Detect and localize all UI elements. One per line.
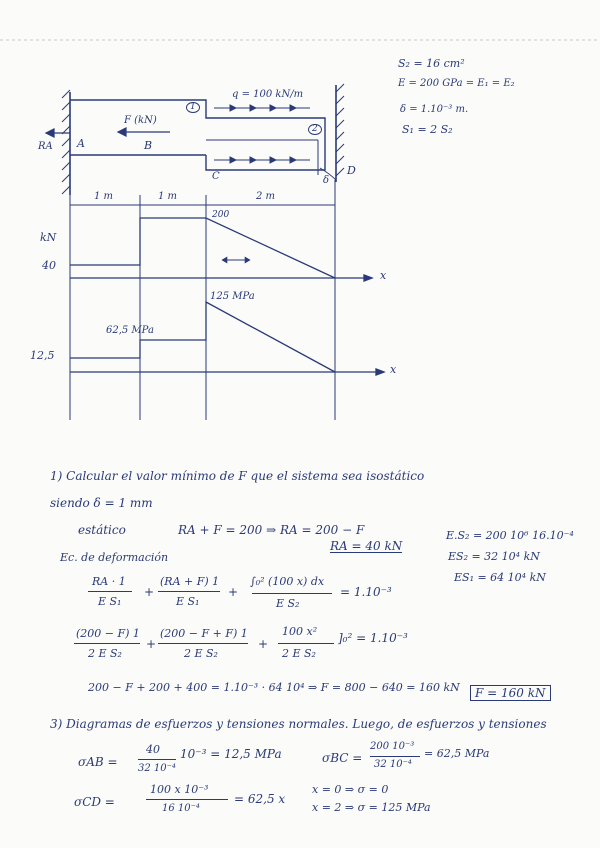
eq1-plus-2: + <box>228 585 239 599</box>
eq1-term1-num: RA · 1 <box>92 575 126 588</box>
eq2-plus-2: + <box>258 637 269 651</box>
f-result: F = 160 kN <box>470 685 551 701</box>
bar-1-tag: 1 <box>186 102 200 113</box>
stress-axis-label: x <box>390 363 397 376</box>
data-s2: S₂ = 16 cm² <box>398 57 465 70</box>
load-label: q = 100 kN/m <box>232 89 304 100</box>
bar-2-tag: 2 <box>308 124 322 135</box>
deformation-label: Ec. de deformación <box>60 551 169 564</box>
eq2-term2-bar <box>158 643 248 644</box>
eq2-term1-bar <box>74 643 140 644</box>
point-a-label: A <box>77 137 85 150</box>
es2-calc: E.S₂ = 200 10⁶ 16.10⁻⁴ <box>446 529 574 542</box>
sigma-cd-bar <box>146 799 228 800</box>
sigma-bc-lhs: σBC = <box>322 751 363 765</box>
es1-value: ES₁ = 64 10⁴ kN <box>454 571 546 584</box>
point-b-label: B <box>144 139 153 152</box>
sigma-bc-rhs: = 62,5 MPa <box>424 747 490 760</box>
eq1-term2-bar <box>158 591 220 592</box>
point-c-label: C <box>212 171 220 182</box>
question-3-title: 3) Diagramas de esfuerzos y tensiones normales. Luego, de esfuerzos y tensiones <box>50 717 547 731</box>
question-1-title: 1) Calcular el valor mínimo de F que el sistema sea isostático <box>50 469 425 483</box>
left-wall-hatch <box>62 90 70 194</box>
static-equation: RA + F = 200 ⇒ RA = 200 − F <box>178 523 365 537</box>
eq1-integral-den: E S₂ <box>276 597 300 610</box>
stress-mid-value: 62,5 MPa <box>106 325 154 336</box>
stress-peak-value: 125 MPa <box>210 291 255 302</box>
eq3: 200 − F + 200 + 400 = 1.10⁻³ · 64 10⁴ ⇒ F = 800 − 640 = 160 kN <box>88 681 460 694</box>
eq1-rhs: = 1.10⁻³ <box>340 585 392 599</box>
data-s1: S₁ = 2 S₂ <box>402 123 453 136</box>
eq2-rhs: ]₀² = 1.10⁻³ <box>338 631 408 645</box>
sigma-ab-bar <box>138 759 176 760</box>
data-delta: δ = 1.10⁻³ m. <box>400 104 469 115</box>
eq1-term1-bar <box>88 591 132 592</box>
length-3: 2 m <box>256 191 276 202</box>
eq2-term3-bar <box>278 643 334 644</box>
ra-label: RA <box>38 141 53 152</box>
question-1-sub: siendo δ = 1 mm <box>50 496 153 510</box>
eq1-plus-1: + <box>144 585 155 599</box>
sigma-ab-rhs: 10⁻³ = 12,5 MPa <box>180 747 282 761</box>
length-2: 1 m <box>158 191 178 202</box>
sigma-cd-num: 100 x 10⁻³ <box>150 783 209 796</box>
sigma-bc-den: 32 10⁻⁴ <box>374 759 412 770</box>
eq1-term1-den: E S₁ <box>98 595 122 608</box>
dimension-line <box>70 180 335 420</box>
force-f-arrow <box>118 128 170 136</box>
data-e: E = 200 GPa = E₁ = E₂ <box>398 78 515 89</box>
eq2-term2-num: (200 − F + F) 1 <box>160 627 248 640</box>
eq2-term3-num: 100 x² <box>282 625 318 638</box>
sigma-bc-num: 200 10⁻³ <box>370 741 415 752</box>
force-unit-label: kN <box>40 231 57 244</box>
distributed-load-arrows <box>214 105 310 163</box>
sigma-cd-den: 16 10⁻⁴ <box>162 803 200 814</box>
eq1-integral: ∫₀² (100 x) dx <box>250 575 325 588</box>
delta-label: δ <box>323 175 330 186</box>
sigma-cd-case-0: x = 0 ⇒ σ = 0 <box>312 783 389 796</box>
stress-diagram <box>70 302 384 375</box>
eq2-term1-den: 2 E S₂ <box>88 647 122 660</box>
stress-start-value: 12,5 <box>30 349 55 362</box>
eq1-term2-num: (RA + F) 1 <box>160 575 220 588</box>
force-peak-value: 200 <box>212 210 230 220</box>
sigma-ab-den: 32 10⁻⁴ <box>138 763 176 774</box>
force-label: F (kN) <box>124 115 157 126</box>
static-label: estático <box>78 523 126 537</box>
right-wall-hatch <box>336 84 344 176</box>
eq2-term3-den: 2 E S₂ <box>282 647 316 660</box>
eq1-integral-bar <box>252 593 332 594</box>
eq2-plus-1: + <box>146 637 157 651</box>
sigma-cd-rhs: = 62,5 x <box>234 792 286 806</box>
sigma-ab-num: 40 <box>146 743 160 756</box>
force-axis-label: x <box>380 269 387 282</box>
eq1-term2-den: E S₁ <box>176 595 200 608</box>
sigma-cd-lhs: σCD = <box>74 795 115 809</box>
force-start-value: 40 <box>42 259 56 272</box>
length-1: 1 m <box>94 191 114 202</box>
sigma-cd-case-2: x = 2 ⇒ σ = 125 MPa <box>312 801 431 814</box>
ra-result: RA = 40 kN <box>330 539 403 553</box>
point-d-label: D <box>347 164 356 177</box>
es2-value: ES₂ = 32 10⁴ kN <box>448 550 540 563</box>
sigma-bc-bar <box>370 756 420 757</box>
axial-force-diagram <box>70 218 372 281</box>
eq2-term1-num: (200 − F) 1 <box>76 627 140 640</box>
sigma-ab-lhs: σAB = <box>78 755 118 769</box>
eq2-term2-den: 2 E S₂ <box>184 647 218 660</box>
